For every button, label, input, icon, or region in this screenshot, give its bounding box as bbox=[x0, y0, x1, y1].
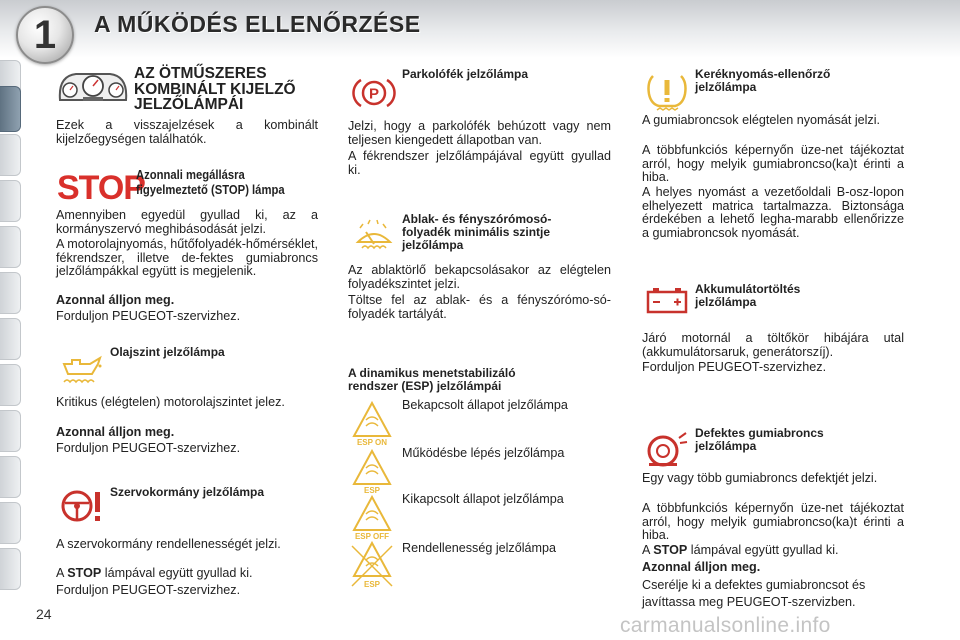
flat-tyre-p2: A többfunkciós képernyőn üze-net tájékoztat arról, hogy melyik gumiabroncso(ka)t érinti a hiba. bbox=[642, 501, 904, 543]
flat-tyre-p3-bold: STOP bbox=[653, 543, 688, 557]
washer-heading-line-1: Ablak- és fényszórómosó- bbox=[402, 212, 552, 226]
steering-p2 bbox=[56, 567, 318, 581]
esp-active-icon-text: ESP bbox=[363, 486, 381, 495]
tyre-pressure-icon bbox=[645, 72, 689, 112]
chapter-tab-7[interactable] bbox=[0, 364, 21, 406]
steering-wheel-icon bbox=[60, 486, 104, 526]
tyre-pressure-heading-line-1: Keréknyomás-ellenőrző bbox=[695, 67, 831, 81]
parking-p1: Jelzi, hogy a parkolófék behúzott vagy nem teljesen kiengedett állapotban van. bbox=[348, 119, 611, 147]
flat-tyre-p5: Cserélje ki a defektes gumiabroncsot és javíttassa meg PEUGEOT-szervizben. bbox=[642, 578, 866, 609]
esp-heading bbox=[348, 367, 516, 393]
stop-p1: Amennyiben egyedül gyullad ki, az a kormányszervó meghibásodását jelzi. bbox=[56, 208, 318, 236]
chapter-tab-8[interactable] bbox=[0, 410, 21, 452]
washer-p1: Az ablaktörlő bekapcsolásakor az elégtelen folyadékszintet jelzi. bbox=[348, 263, 611, 291]
tyre-pressure-heading-line-2: jelzőlámpa bbox=[695, 80, 757, 94]
chapter-number: 1 bbox=[33, 13, 57, 57]
esp-off-icon bbox=[350, 494, 394, 540]
flat-tyre-heading-line-2: jelzőlámpa bbox=[695, 439, 757, 453]
flat-tyre-p3-suffix: lámpával együtt gyullad ki. bbox=[687, 543, 839, 557]
steering-p2-suffix: lámpával együtt gyullad ki. bbox=[101, 566, 253, 580]
esp-state-4: Rendellenesség jelzőlámpa bbox=[402, 541, 557, 555]
watermark: carmanualsonline.info bbox=[620, 614, 831, 637]
tyre-pressure-heading bbox=[695, 68, 830, 94]
washer-fluid-icon bbox=[354, 218, 394, 252]
chapter-tab-9[interactable] bbox=[0, 456, 21, 498]
esp-active-icon bbox=[350, 448, 394, 494]
chapter-tab-5[interactable] bbox=[0, 272, 21, 314]
flat-tyre-p4: Azonnal álljon meg. bbox=[642, 560, 761, 574]
tyre-pressure-p2: A többfunkciós képernyőn üze-net tájékoztat arról, hogy melyik gumiabroncso(ka)t érinti a hiba. bbox=[642, 143, 904, 185]
flat-tyre-p3-prefix: A bbox=[642, 543, 654, 557]
stop-p4: Forduljon PEUGEOT-szervizhez. bbox=[56, 309, 241, 323]
esp-state-1: Bekapcsolt állapot jelzőlámpa bbox=[402, 398, 568, 412]
esp-fault-icon-text: ESP bbox=[363, 580, 381, 589]
esp-state-2: Működésbe lépés jelzőlámpa bbox=[402, 446, 565, 460]
intro-text: Ezek a visszajelzések a kombinált kijelzőegységen találhatók. bbox=[56, 118, 318, 146]
battery-heading-line-2: jelzőlámpa bbox=[695, 295, 757, 309]
oil-p3: Forduljon PEUGEOT-szervizhez. bbox=[56, 441, 241, 455]
main-heading bbox=[134, 66, 296, 113]
page-title: A MŰKÖDÉS ELLENŐRZÉSE bbox=[94, 11, 421, 37]
steering-heading: Szervokormány jelzőlámpa bbox=[110, 485, 265, 499]
battery-heading-line-1: Akkumulátortöltés bbox=[695, 282, 801, 296]
flat-tyre-heading-line-1: Defektes gumiabroncs bbox=[695, 426, 824, 440]
stop-p2: A motorolajnyomás, hűtőfolyadék-hőmérséklet, fékrendszer, illetve de-fektes gumiabroncs jelzőlámpákkal együtt is megjelenik. bbox=[56, 237, 318, 279]
page-number: 24 bbox=[36, 606, 52, 622]
chapter-tab-2[interactable] bbox=[0, 134, 21, 176]
stop-p3: Azonnal álljon meg. bbox=[56, 293, 175, 307]
battery-p2: Forduljon PEUGEOT-szervizhez. bbox=[642, 360, 827, 374]
parking-p2: A fékrendszer jelzőlámpájával együtt gyullad ki. bbox=[348, 149, 611, 177]
esp-off-icon-text: ESP OFF bbox=[354, 532, 390, 541]
esp-on-icon-text: ESP ON bbox=[356, 438, 388, 447]
parking-icon-text: P bbox=[368, 85, 380, 103]
steering-p1: A szervokormány rendellenességét jelzi. bbox=[56, 537, 281, 551]
steering-p2-prefix: A bbox=[56, 566, 68, 580]
battery-heading bbox=[695, 283, 800, 309]
parking-heading: Parkolófék jelzőlámpa bbox=[402, 67, 529, 81]
stop-heading-line-1: Azonnali megállásra bbox=[136, 168, 245, 182]
chapter-tab-3[interactable] bbox=[0, 180, 21, 222]
chapter-tab-active[interactable] bbox=[0, 86, 21, 132]
parking-brake-icon bbox=[354, 76, 394, 110]
stop-icon bbox=[57, 169, 145, 207]
oil-can-icon bbox=[60, 350, 104, 386]
stop-heading bbox=[136, 168, 316, 198]
esp-on-icon bbox=[350, 400, 394, 446]
washer-heading bbox=[402, 213, 551, 252]
tyre-pressure-p3: A helyes nyomást a vezetőoldali B-osz-lopon elhelyezett matrica tartalmazza. Biztonsága érdekében a lehető legha-marabb ellenőrizze a gumiabroncsok nyomását. bbox=[642, 185, 904, 240]
tyre-pressure-p1: A gumiabroncsok elégtelen nyomását jelzi. bbox=[642, 113, 881, 127]
instrument-cluster-icon bbox=[56, 70, 130, 104]
battery-icon bbox=[645, 286, 689, 314]
stop-heading-line-2: figyelmeztető (STOP) lámpa bbox=[136, 183, 285, 197]
main-heading-line-3: JELZŐLÁMPÁI bbox=[134, 96, 244, 113]
chapter-tab-11[interactable] bbox=[0, 548, 21, 590]
esp-heading-line-1: A dinamikus menetstabilizáló bbox=[348, 366, 516, 380]
washer-p2: Töltse fel az ablak- és a fényszórómo-só-folyadék tartályát. bbox=[348, 293, 611, 321]
oil-p2: Azonnal álljon meg. bbox=[56, 425, 175, 439]
oil-heading: Olajszint jelzőlámpa bbox=[110, 345, 225, 359]
stop-icon-text: STOP bbox=[57, 169, 145, 207]
flat-tyre-p3 bbox=[642, 544, 904, 558]
chapter-tab-6[interactable] bbox=[0, 318, 21, 360]
esp-state-3: Kikapcsolt állapot jelzőlámpa bbox=[402, 492, 564, 506]
oil-p1: Kritikus (elégtelen) motorolajszintet jelez. bbox=[56, 395, 285, 409]
washer-heading-line-3: jelzőlámpa bbox=[402, 238, 464, 252]
chapter-tab-4[interactable] bbox=[0, 226, 21, 268]
battery-p1: Járó motornál a töltőkör hibájára utal (akkumulátorsaruk, generátorszíj). bbox=[642, 331, 904, 359]
flat-tyre-icon bbox=[645, 430, 689, 470]
esp-heading-line-2: rendszer (ESP) jelzőlámpái bbox=[348, 379, 502, 393]
steering-p3: Forduljon PEUGEOT-szervizhez. bbox=[56, 583, 241, 597]
main-heading-line-1: AZ ÖTMŰSZERES bbox=[134, 65, 267, 82]
chapter-tab-10[interactable] bbox=[0, 502, 21, 544]
steering-p2-bold: STOP bbox=[67, 566, 102, 580]
flat-tyre-heading bbox=[695, 427, 824, 453]
flat-tyre-p1: Egy vagy több gumiabroncs defektjét jelzi. bbox=[642, 471, 878, 485]
esp-fault-icon bbox=[350, 540, 394, 590]
main-heading-line-2: KOMBINÁLT KIJELZŐ bbox=[134, 80, 296, 98]
washer-heading-line-2: folyadék minimális szintje bbox=[402, 225, 551, 239]
chapter-badge bbox=[16, 6, 74, 64]
